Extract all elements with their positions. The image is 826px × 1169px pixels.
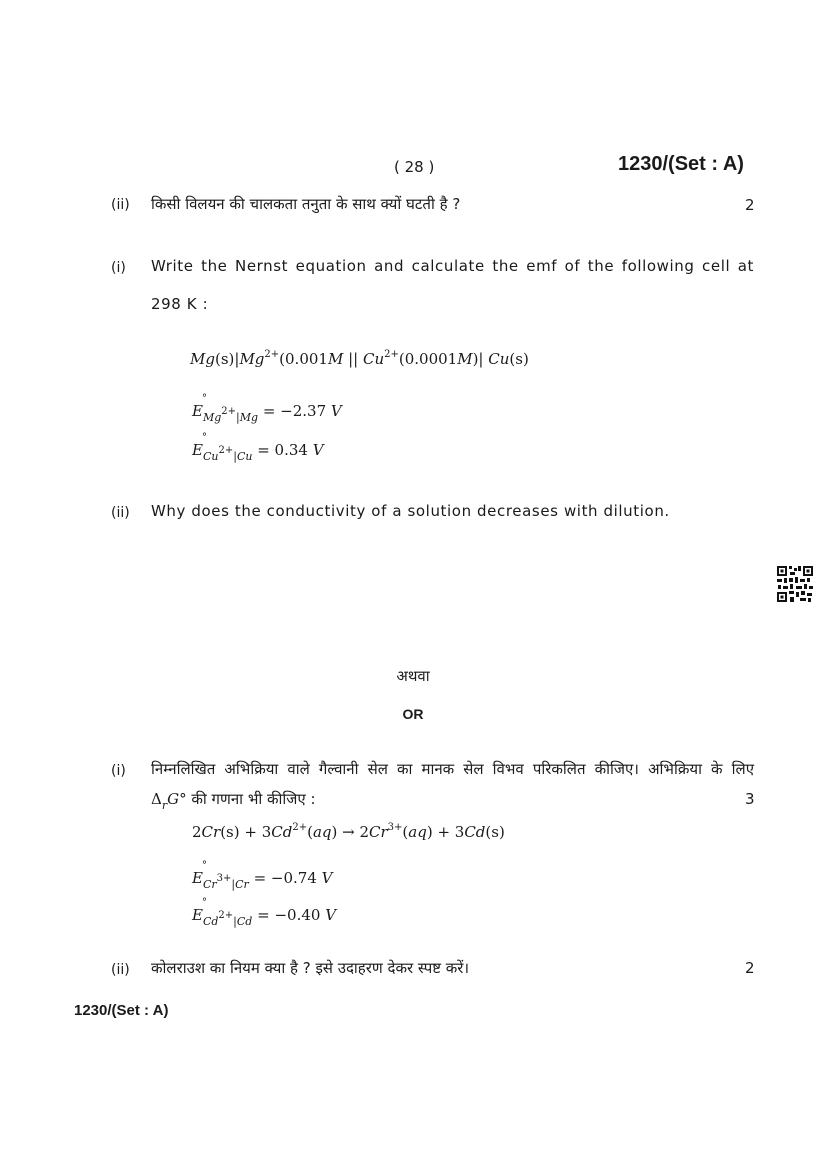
question-label: (i) <box>111 763 126 779</box>
marks: 2 <box>745 959 755 977</box>
question-text-english-i-line2: 298 K : <box>151 295 209 313</box>
qr-code-icon <box>776 565 814 603</box>
marks: 3 <box>745 790 755 808</box>
question-text-hindi-ii: किसी विलयन की चालकता तनुता के साथ क्यों घटती है ? <box>151 195 461 213</box>
question-label: (ii) <box>111 197 130 213</box>
question-text-english-i-line1: Write the Nernst equation and calculate the emf of the following cell at <box>151 257 754 275</box>
standard-potential-cd: E ° $_{Cd^{2+}|Cd}$ = −0.40 V <box>192 897 337 928</box>
marks: 2 <box>745 196 755 214</box>
or-separator-english: OR <box>402 706 424 722</box>
or-separator-hindi: अथवा <box>396 667 430 685</box>
standard-potential-cu: E ° $_{Cu^{2+}|Cu}$ = 0.34 V <box>192 432 324 463</box>
question-text-hindi-or-ii: कोलराउश का नियम क्या है ? इसे उदाहरण देकर स्पष्ट करें। <box>151 959 470 977</box>
reaction-equation: $2Cr(s) + 3Cd^{2+}(aq) \to 2Cr^{3+}(aq) + 3Cd(s)$ <box>192 822 505 841</box>
page-number: ( 28 ) <box>394 158 435 176</box>
delta-g-symbol: $\Delta_rG^\circ$ <box>151 790 187 812</box>
set-code-footer: 1230/(Set : A) <box>74 1002 169 1019</box>
question-text-english-ii: Why does the conductivity of a solution decreases with dilution. <box>151 502 670 520</box>
standard-potential-cr: E ° $_{Cr^{3+}|Cr}$ = −0.74 V <box>192 860 333 891</box>
question-label: (ii) <box>111 505 130 521</box>
question-text-hindi-or-i-line1: निम्नलिखित अभिक्रिया वाले गैल्वानी सेल का मानक सेल विभव परिकलित कीजिए। अभिक्रिया के लिए <box>151 760 754 778</box>
set-code-header: 1230/(Set : A) <box>618 153 744 175</box>
question-text-hindi-or-i-line2: $\Delta_rG^\circ$ की गणना भी कीजिए : <box>151 790 316 812</box>
standard-potential-mg: E ° $_{Mg^{2+}|Mg}$ = −2.37 V <box>192 393 342 424</box>
cell-notation-equation: $Mg(s)|Mg^{2+}(0.001M$ || $Cu^{2+}(0.0001M)|$ Cu(s) <box>190 349 529 368</box>
question-label: (i) <box>111 260 126 276</box>
question-label: (ii) <box>111 962 130 978</box>
